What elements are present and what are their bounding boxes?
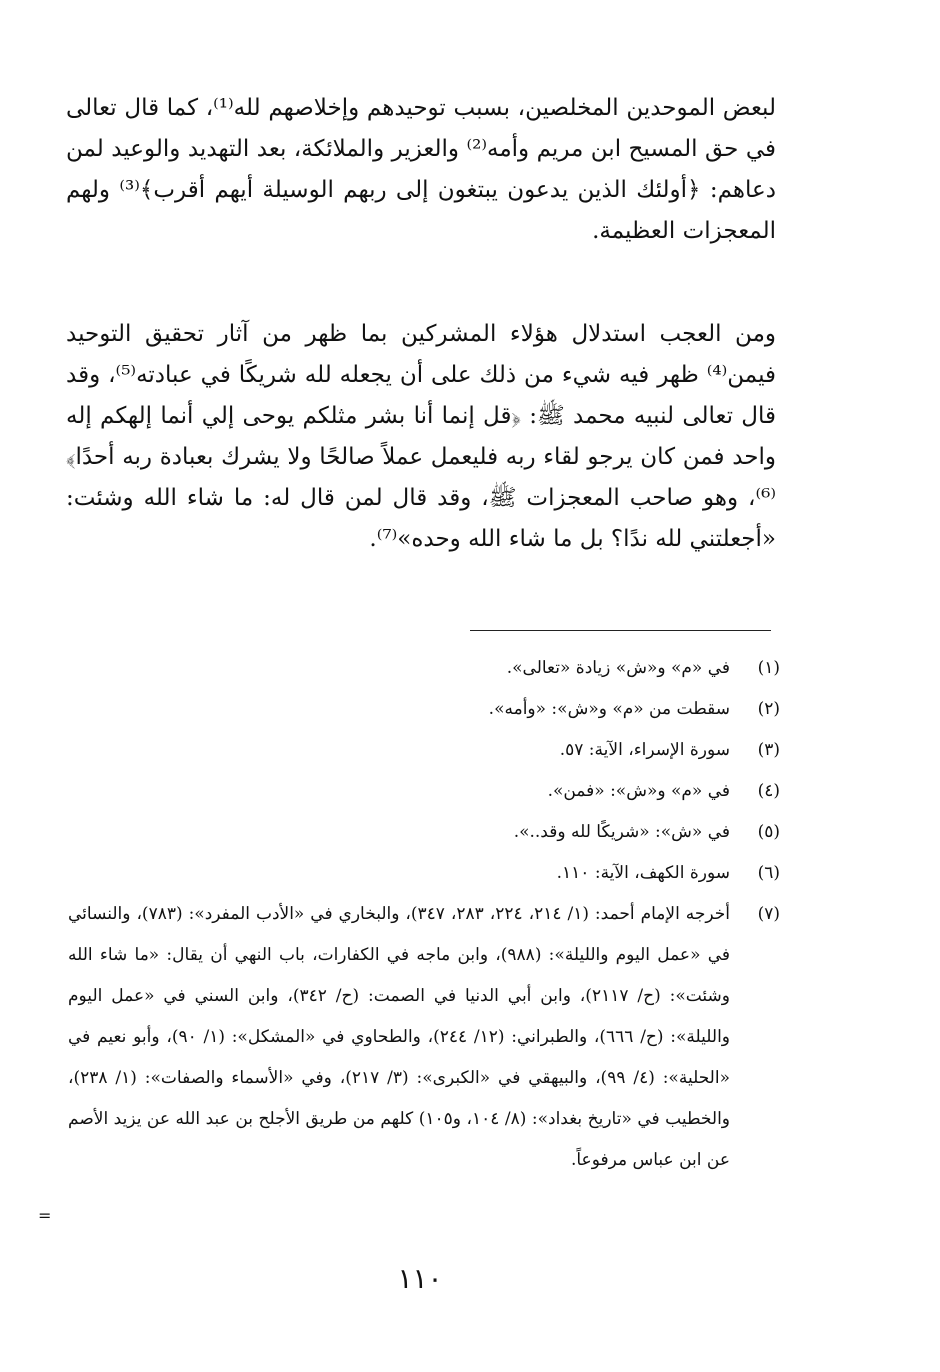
footnote-number: (٣) bbox=[757, 740, 780, 760]
body-paragraph-1: لبعض الموحدين المخلصين، بسبب توحيدهم وإخلاصهم لله⁽¹⁾، كما قال تعالى في حق المسيح ابن مريم وأمه⁽²⁾ والعزير والملائكة، بعد التهديد والوعيد لمن دعاهم: ﴿أولئك الذين يدعون يبتغون إلى ربهم الوسيلة أيهم أقرب﴾⁽³⁾ ولهم المعجزات العظيمة. bbox=[66, 95, 777, 244]
footnote-text: سورة الكهف، الآية: ١١٠. bbox=[556, 863, 730, 883]
footnote-2 bbox=[68, 689, 780, 730]
footnote-text: في «م» و«ش» زيادة «تعالى». bbox=[506, 658, 730, 678]
footnote-text: سورة الإسراء، الآية: ٥٧. bbox=[559, 740, 730, 760]
footnote-4 bbox=[68, 771, 780, 812]
footnote-1 bbox=[68, 648, 780, 689]
footnote-text: أخرجه الإمام أحمد: (١/ ٢١٤، ٢٢٤، ٢٨٣، ٣٤٧)، والبخاري في «الأدب المفرد»: (٧٨٣)، والنسائي في «عمل اليوم والليلة»: (٩٨٨)، وابن ماجه في الكفارات، باب النهي أن يقال: «ما شاء الله وشئت»: (ح/ ٢١١٧)، وابن أبي الدنيا في الصمت: (ح/ ٣٤٢)، وابن السني في «عمل اليوم والليلة»: (ح/ ٦٦٦)، والطبراني: (١٢/ ٢٤٤)، والطحاوي في «المشكل»: (١/ ٩٠)، وأبو نعيم في «الحلية»: (٤/ ٩٩)، والبيهقي في «الكبرى»: (٣/ ٢١٧)، وفي «الأسماء والصفات»: (١/ ٢٣٨)، والخطيب في «تاريخ بغداد»: (٨/ ١٠٤، و١٠٥) كلهم من طريق الأجلح بن عبد الله عن يزيد الأصم عن ابن عباس مرفوعاً. bbox=[68, 904, 731, 1170]
footnote-7 bbox=[68, 894, 780, 1181]
footnote-number: (٢) bbox=[757, 699, 780, 719]
footnote-number: (٥) bbox=[757, 822, 780, 842]
footnote-number: (١) bbox=[757, 658, 780, 678]
footnote-text: في «ش»: «شريكًا لله وقد..». bbox=[513, 822, 730, 842]
footnote-3 bbox=[68, 730, 780, 771]
footnote-number: (٧) bbox=[757, 904, 780, 924]
footnote-number: (٤) bbox=[757, 781, 780, 801]
footnotes-section bbox=[68, 648, 780, 1181]
footnote-6 bbox=[68, 853, 780, 894]
footnote-text: في «م» و«ش»: «فمن». bbox=[547, 781, 730, 801]
footnote-5 bbox=[68, 812, 780, 853]
body-paragraph-2: ومن العجب استدلال هؤلاء المشركين بما ظهر من آثار تحقيق التوحيد فيمن⁽⁴⁾ ظهر فيه شيء من ذلك على أن يجعله لله شريكًا في عبادته⁽⁵⁾، وقد قال تعالى لنبيه محمد ﷺ: ﴿قل إنما أنا بشر مثلكم يوحى إلي أنما إلهكم إله واحد فمن كان يرجو لقاء ربه فليعمل عملاً صالحًا ولا يشرك بعبادة ربه أحدًا﴾⁽⁶⁾، وهو صاحب المعجزات ﷺ، وقد قال لمن قال له: ما شاء الله وشئت: «أجعلتني لله ندًا؟ بل ما شاء الله وحده»⁽⁷⁾. bbox=[66, 321, 777, 552]
footnote-separator bbox=[470, 630, 771, 631]
footnote-text: سقطت من «م» و«ش»: «وأمه». bbox=[488, 699, 730, 719]
footnote-number: (٦) bbox=[757, 863, 780, 883]
margin-mark: = bbox=[38, 1206, 52, 1225]
page-number: ١١٠ bbox=[397, 1262, 443, 1295]
